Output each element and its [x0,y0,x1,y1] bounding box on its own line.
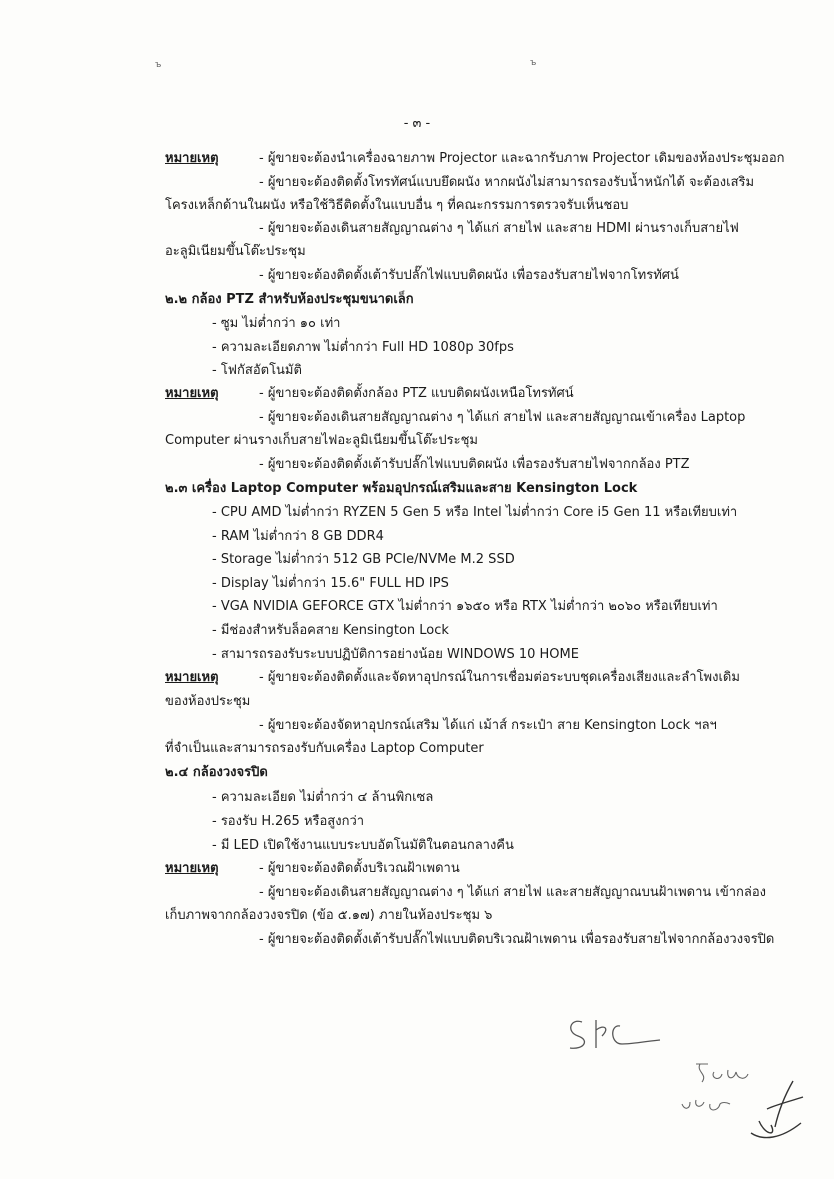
spec-item: - สามารถรองรับระบบปฏิบัติการอย่างน้อย WINDOWS 10 HOME [212,647,579,662]
spec-item: - ความละเอียด ไม่ต่ำกว่า ๔ ล้านพิกเซล [212,790,434,805]
section-heading: ๒.๔ กล้องวงจรปิด [165,765,268,780]
scan-mark: ъ [155,60,162,70]
note-text: - ผู้ขายจะต้องนำเครื่องฉายภาพ Projector และฉากรับภาพ Projector เดิมของห้องประชุมออก [259,151,785,166]
note-line [165,386,574,402]
note-text: อะลูมิเนียมขึ้นโต๊ะประชุม [165,244,306,259]
page-number: - ๓ - [403,116,431,131]
spec-item: - โฟกัสอัตโนมัติ [212,363,302,378]
note-label: หมายเหตุ [165,670,219,685]
signature-1 [560,1010,670,1055]
note-text: - ผู้ขายจะต้องติดตั้งเต้ารับปลั๊กไฟแบบติดผนัง เพื่อรองรับสายไฟจากกล้อง PTZ [259,457,690,472]
note-text: โครงเหล็กด้านในผนัง หรือใช้วิธีติดตั้งในแบบอื่น ๆ ที่คณะกรรมการตรวจรับเห็นชอบ [165,198,629,213]
note-text: - ผู้ขายจะต้องเดินสายสัญญาณต่าง ๆ ได้แก่ สายไฟ และสาย HDMI ผ่านรางเก็บสายไฟ [259,221,739,236]
spec-item: - Storage ไม่ต่ำกว่า 512 GB PCIe/NVMe M.2 SSD [212,552,515,567]
spec-item: - ความละเอียดภาพ ไม่ต่ำกว่า Full HD 1080p 30fps [212,340,514,355]
note-text: ของห้องประชุม [165,694,251,709]
spec-item: - Display ไม่ต่ำกว่า 15.6" FULL HD IPS [212,576,449,591]
spec-item: - ซูม ไม่ต่ำกว่า ๑๐ เท่า [212,316,341,331]
signature-3 [678,1090,738,1120]
note-label: หมายเหตุ [165,861,219,876]
note-text: - ผู้ขายจะต้องติดตั้งกล้อง PTZ แบบติดผนังเหนือโทรทัศน์ [259,386,574,401]
note-label: หมายเหตุ [165,386,219,401]
note-label: หมายเหตุ [165,151,219,166]
scan-mark: ъ [530,58,537,68]
signature-4 [745,1075,815,1145]
spec-item: - RAM ไม่ต่ำกว่า 8 GB DDR4 [212,529,384,544]
spec-item: - มี LED เปิดใช้งานแบบระบบอัตโนมัติในตอนกลางคืน [212,838,514,853]
spec-item: - CPU AMD ไม่ต่ำกว่า RYZEN 5 Gen 5 หรือ Intel ไม่ต่ำกว่า Core i5 Gen 11 หรือเทียบเท่า [212,505,738,520]
note-text: - ผู้ขายจะต้องติดตั้งเต้ารับปลั๊กไฟแบบติดบริเวณฝ้าเพดาน เพื่อรองรับสายไฟจากกล้องวงจรปิด [259,932,775,947]
spec-item: - รองรับ H.265 หรือสูงกว่า [212,814,365,829]
spec-item: - VGA NVIDIA GEFORCE GTX ไม่ต่ำกว่า ๑๖๕๐ หรือ RTX ไม่ต่ำกว่า ๒๐๖๐ หรือเทียบเท่า [212,599,718,614]
note-text: ที่จำเป็นและสามารถรองรับกับเครื่อง Laptop Computer [165,741,484,756]
section-heading: ๒.๓ เครื่อง Laptop Computer พร้อมอุปกรณ์เสริมและสาย Kensington Lock [165,481,638,496]
note-line [165,670,740,686]
note-text: - ผู้ขายจะต้องเดินสายสัญญาณต่าง ๆ ได้แก่ สายไฟ และสายสัญญาณบนฝ้าเพดาน เข้ากล่อง [259,885,767,900]
note-text: - ผู้ขายจะต้องเดินสายสัญญาณต่าง ๆ ได้แก่ สายไฟ และสายสัญญาณเข้าเครื่อง Laptop [259,410,746,425]
note-text: - ผู้ขายจะต้องติดตั้งและจัดหาอุปกรณ์ในการเชื่อมต่อระบบชุดเครื่องเสียงและลำโพงเดิม [259,670,740,685]
section-heading: ๒.๒ กล้อง PTZ สำหรับห้องประชุมขนาดเล็ก [165,292,414,307]
note-line [165,861,460,877]
note-text: เก็บภาพจากกล้องวงจรปิด (ข้อ ๕.๑๗) ภายในห้องประชุม ๖ [165,908,493,923]
note-text: - ผู้ขายจะต้องจัดหาอุปกรณ์เสริม ได้แก่ เม้าส์ กระเป๋า สาย Kensington Lock ฯลฯ [259,718,717,733]
note-text: Computer ผ่านรางเก็บสายไฟอะลูมิเนียมขึ้นโต๊ะประชุม [165,433,478,448]
note-line [165,151,785,167]
spec-item: - มีช่องสำหรับล็อคสาย Kensington Lock [212,623,449,638]
note-text: - ผู้ขายจะต้องติดตั้งเต้ารับปลั๊กไฟแบบติดผนัง เพื่อรองรับสายไฟจากโทรทัศน์ [259,268,679,283]
note-text: - ผู้ขายจะต้องติดตั้งโทรทัศน์แบบยึดผนัง หากผนังไม่สามารถรองรับน้ำหนักได้ จะต้องเสริม [259,175,755,190]
note-text: - ผู้ขายจะต้องติดตั้งบริเวณฝ้าเพดาน [259,861,460,876]
